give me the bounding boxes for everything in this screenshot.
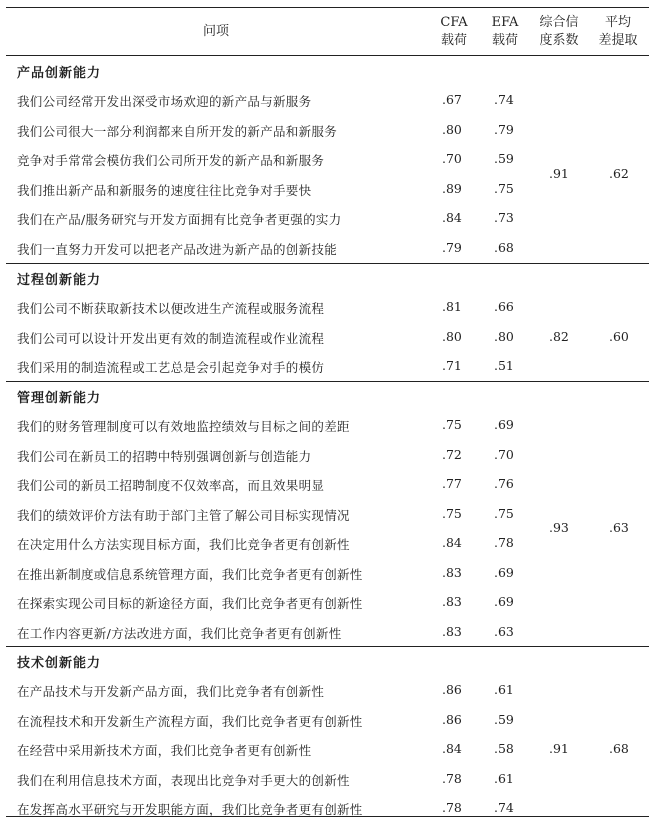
composite-reliability: .91 [549, 741, 569, 756]
item-text: 在推出新制度或信息系统管理方面，我们比竞争者更有创新性 [17, 566, 363, 582]
item-text: 竞争对手常常会模仿我们公司所开发的新产品和新服务 [17, 153, 325, 168]
efa-loading: .51 [494, 358, 514, 373]
cfa-loading: .83 [442, 564, 462, 580]
efa-loading: .78 [494, 535, 514, 550]
efa-loading: .74 [494, 800, 514, 815]
table-bottom-rule [6, 816, 649, 817]
section-title: 产品创新能力 [17, 66, 102, 81]
item-text: 我们公司的新员工招聘制度不仅效率高，而且效果明显 [17, 478, 325, 493]
header-efa: EFA 载荷 [491, 15, 519, 48]
item-text: 在产品技术与开发新产品方面，我们比竞争者有创新性 [17, 684, 325, 699]
section-title: 技术创新能力 [17, 656, 102, 671]
item-text: 在工作内容更新/方法改进方面，我们比竞争者更有创新性 [17, 625, 342, 641]
cfa-loading: .78 [442, 770, 462, 786]
average-variance-extracted: .63 [609, 520, 629, 536]
table-top-rule [6, 7, 649, 8]
cfa-loading: .79 [442, 239, 462, 255]
item-text: 我们公司不断获取新技术以便改进生产流程或服务流程 [17, 301, 325, 316]
efa-loading: .79 [494, 121, 514, 137]
header-composite-reliability: 综合信 度系数 [539, 15, 579, 48]
item-text: 我们公司可以设计开发出更有效的制造流程或作业流程 [17, 330, 325, 346]
efa-loading: .80 [494, 328, 514, 344]
item-text: 我们公司经常开发出深受市场欢迎的新产品与新服务 [17, 94, 312, 109]
cfa-loading: .83 [442, 623, 462, 639]
efa-loading: .69 [494, 594, 514, 609]
section-divider [6, 381, 649, 382]
item-text: 我们推出新产品和新服务的速度往往比竞争对手要快 [17, 182, 312, 198]
cfa-loading: .67 [442, 92, 462, 107]
efa-loading: .59 [494, 711, 514, 727]
cfa-loading: .78 [442, 800, 462, 815]
header-item: 问项 [202, 24, 229, 39]
efa-loading: .75 [494, 505, 514, 521]
item-text: 在经营中采用新技术方面，我们比竞争者更有创新性 [17, 743, 312, 758]
average-variance-extracted: .62 [609, 165, 629, 181]
header-rule [6, 55, 649, 56]
cfa-loading: .77 [442, 476, 462, 491]
cfa-loading: .84 [442, 741, 462, 756]
efa-loading: .74 [494, 92, 514, 107]
cfa-loading: .71 [442, 358, 462, 373]
section-title: 管理创新能力 [17, 391, 102, 406]
cfa-loading: .72 [442, 446, 462, 462]
section-title: 过程创新能力 [17, 273, 102, 288]
cfa-loading: .86 [442, 682, 462, 697]
section-divider [6, 646, 649, 647]
composite-reliability: .93 [549, 520, 569, 536]
cfa-loading: .70 [442, 151, 462, 166]
item-text: 我们在利用信息技术方面，表现出比竞争对手更大的创新性 [17, 772, 350, 788]
cfa-loading: .86 [442, 711, 462, 727]
efa-loading: .69 [494, 564, 514, 580]
efa-loading: .66 [494, 299, 514, 314]
section-divider [6, 263, 649, 264]
efa-loading: .63 [494, 623, 514, 639]
efa-loading: .73 [494, 210, 514, 225]
average-variance-extracted: .60 [609, 328, 629, 344]
item-text: 我们的绩效评价方法有助于部门主管了解公司目标实现情况 [17, 507, 350, 523]
cfa-loading: .75 [442, 505, 462, 521]
item-text: 我们一直努力开发可以把老产品改进为新产品的创新技能 [17, 241, 338, 257]
cfa-loading: .83 [442, 594, 462, 609]
header-cfa: CFA 载荷 [440, 15, 468, 48]
cfa-loading: .84 [442, 535, 462, 550]
cfa-loading: .84 [442, 210, 462, 225]
efa-loading: .61 [494, 682, 514, 697]
cfa-loading: .89 [442, 180, 462, 196]
efa-loading: .75 [494, 180, 514, 196]
item-text: 我们采用的制造流程或工艺总是会引起竞争对手的模仿 [17, 360, 325, 375]
item-text: 我们在产品/服务研究与开发方面拥有比竞争者更强的实力 [17, 212, 342, 227]
composite-reliability: .82 [549, 328, 569, 344]
efa-loading: .61 [494, 770, 514, 786]
item-text: 我们公司在新员工的招聘中特别强调创新与创造能力 [17, 448, 312, 464]
efa-loading: .70 [494, 446, 514, 462]
cfa-loading: .81 [442, 299, 462, 314]
efa-loading: .68 [494, 239, 514, 255]
efa-loading: .59 [494, 151, 514, 166]
item-text: 在发挥高水平研究与开发职能方面，我们比竞争者更有创新性 [17, 802, 363, 817]
cfa-loading: .75 [442, 417, 462, 432]
cfa-loading: .80 [442, 328, 462, 344]
average-variance-extracted: .68 [609, 741, 629, 756]
efa-loading: .76 [494, 476, 514, 491]
efa-loading: .69 [494, 417, 514, 432]
item-text: 在流程技术和开发新生产流程方面，我们比竞争者更有创新性 [17, 713, 363, 729]
item-text: 我们的财务管理制度可以有效地监控绩效与目标之间的差距 [17, 419, 350, 434]
cfa-loading: .80 [442, 121, 462, 137]
composite-reliability: .91 [549, 165, 569, 181]
item-text: 我们公司很大一部分利润都来自所开发的新产品和新服务 [17, 123, 338, 139]
item-text: 在探索实现公司目标的新途径方面，我们比竞争者更有创新性 [17, 596, 363, 611]
header-average-variance-extracted: 平均 差提取 [598, 15, 638, 48]
efa-loading: .58 [494, 741, 514, 756]
item-text: 在决定用什么方法实现目标方面，我们比竞争者更有创新性 [17, 537, 350, 552]
